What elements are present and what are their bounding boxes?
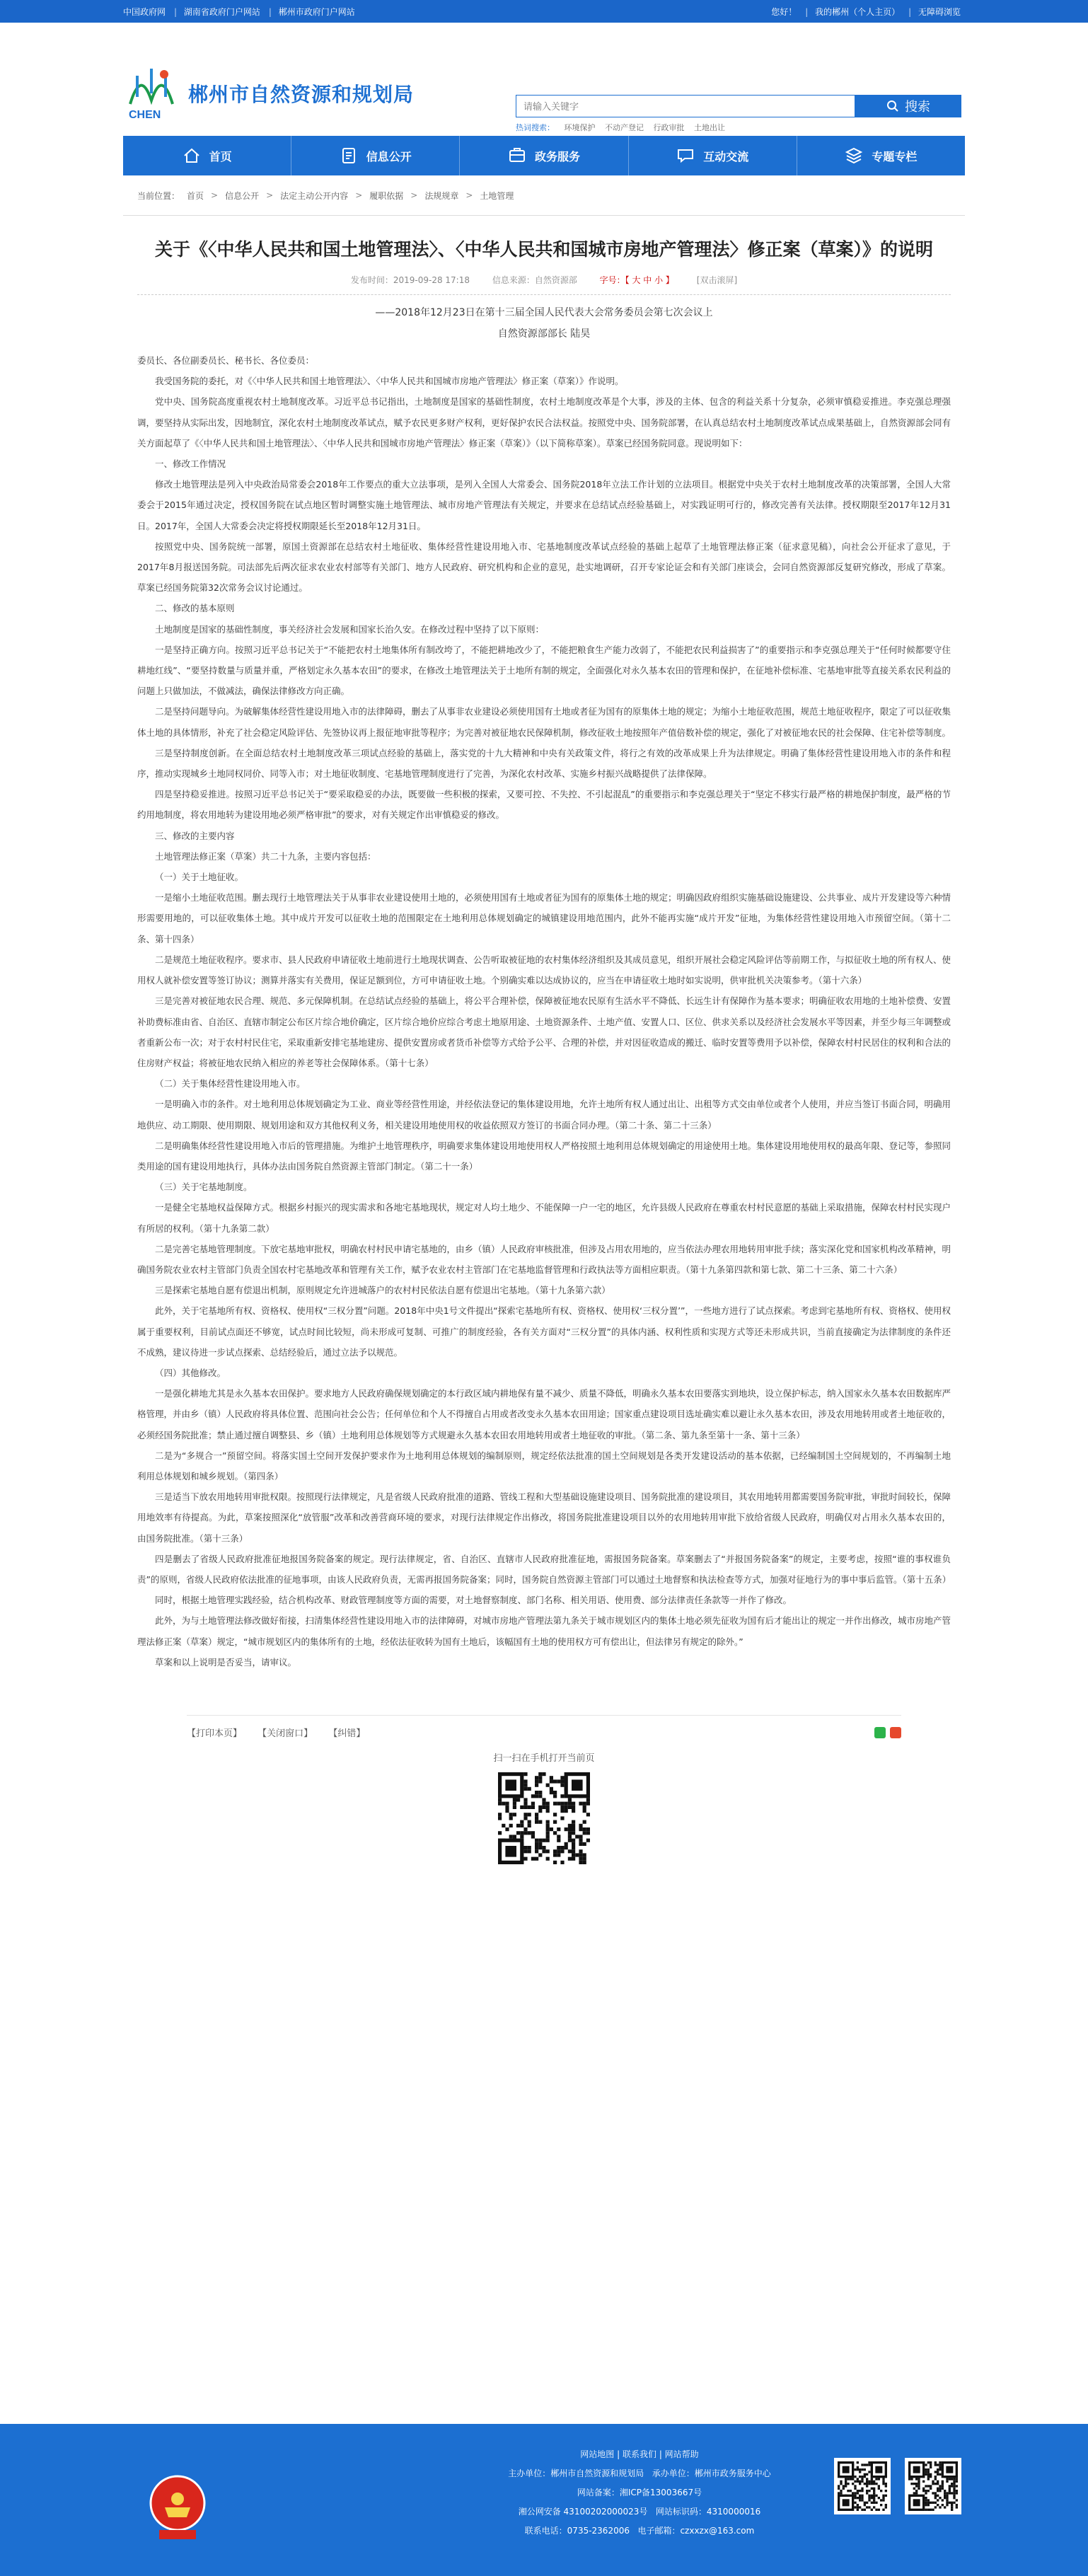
nav-label: 互动交流 [703,149,749,163]
article-paragraph: 土地管理法修正案（草案）共二十九条，主要内容包括： [155,850,376,862]
article-paragraph: （一）关于土地征收。 [155,872,244,883]
article-paragraph: （三）关于宅基地制度。 [155,1182,253,1193]
site-title: 郴州市自然资源和规划局 [188,83,415,106]
weibo-share-icon[interactable] [890,1727,901,1738]
article-paragraph: 三是探索宅基地自愿有偿退出机制，原则规定允许进城落户的农村村民依法自愿有偿退出宅基地。（第十九条第六款） [155,1285,610,1296]
nav-label: 信息公开 [366,149,412,163]
breadcrumb: 当前位置： 首页 > 信息公开 > 法定主动公开内容 > 履职依据 > 法规规章 > 土地管理 [137,190,514,201]
article-container [123,215,965,1864]
article-paragraph: 二是坚持问题导向。为破解集体经营性建设用地入市的法律障碍，删去了从事非农业建设必须使用国有土地或者征为国有的原集体土地的规定；为缩小土地征收范围，规范土地征收程序，限定了可以征收集体土地的具体情形，补充了社会稳定风险评估、先签协议再上报征地审批等程序；为完善对被征地农民保障机制，修改征收土地按照年产值倍数补偿的规定，强化了对被征地农民的社会保障、住宅补偿等制度。 [137,706,951,738]
service-icon [508,146,526,165]
article-paragraph: 按照党中央、国务院统一部署，原国土资源部在总结农村土地征收、集体经营性建设用地入市、宅基地制度改革试点经验的基础上起草了土地管理法修正案（征求意见稿），向社会公开征求了意见，于2017年8月报送国务院。司法部先后两次征求农业农村部等有关部门、地方人民政府、研究机构和企业的意见，赴实地调研，召开专家论证会和有关部门座谈会，会同自然资源部反复研究修改，形成了草案。草案已经国务院第32次常务会议讨论通过。 [137,541,951,594]
article-paragraph: 此外，关于宅基地所有权、资格权、使用权“三权分置”问题。2018年中央1号文件提出“探索宅基地所有权、资格权、使用权‘三权分置’”，一些地方进行了试点探索。考虑到宅基地所有权、资格权、使用权属于重要权利，目前试点面还不够宽，试点时间比较短，尚未形成可复制、可推广的制度经验，各有关方面对“三权分置”的具体内涵、权利性质和实现方式等还未形成共识，当前直接确定为法律制度的条件还不成熟，建议待进一步试点探索、总结经验后，通过立法予以规范。 [137,1305,951,1358]
greeting-text: 您好！ [771,6,797,17]
footer-link-sitemap[interactable]: 网站地图 [580,2449,615,2459]
link-hunan-gov[interactable]: 湖南省政府门户网站 [183,6,260,17]
article-subtitle [137,302,951,345]
article-paragraph: 四是坚持稳妥推进。按照习近平总书记关于“要采取稳妥的办法，既要做一些积极的探索，又要可控、不失控、不引起混乱”的重要指示和李克强总理关于“坚定不移实行最严格的耕地保护制度，最严格的节约用地制度，将农用地转为建设用地必须严格审批”的要求，对有关规定作出审慎稳妥的修改。 [137,789,951,821]
breadcrumb-item[interactable]: 信息公开 [225,190,260,201]
link-chenzhou-gov[interactable]: 郴州市政府门户网站 [278,6,355,17]
search-button-label: 搜索 [905,100,930,115]
nav-info-disclosure[interactable] [291,136,460,175]
article-paragraph: 三是完善对被征地农民合理、规范、多元保障机制。在总结试点经验的基础上，将公平合理补偿，保障被征地农民原有生活水平不降低、长远生计有保障作为基本要求；明确征收农用地的土地补偿费、安置补助费标准由省、自治区、直辖市制定公布区片综合地价确定，区片综合地价应综合考虑土地原用途、土地资源条件、土地产值、安置人口、区位、供求关系以及经济社会发展水平等因素，并至少每三年调整或者重新公布一次；对于农村村民住宅，采取重新安排宅基地建房、提供安置房或者货币补偿等方式给予公平、合理的补偿，并对因征收造成的搬迁、临时安置等费用予以补偿，保障农村村民居住的权利和合法的住房财产权益；将被征地农民纳入相应的养老等社会保障体系。（第十七条） [137,995,951,1068]
search-button[interactable] [855,95,961,117]
logo-emblem-icon [123,62,180,125]
subtitle-occasion: ——2018年12月23日在第十三届全国人民代表大会常务委员会第七次会议上 [375,307,713,318]
nav-label: 首页 [209,149,232,163]
hot-word[interactable]: 环境保护 [564,123,596,132]
search-input[interactable] [516,95,855,117]
footer-info [441,2445,838,2541]
article-paragraph: 草案和以上说明是否妥当，请审议。 [155,1656,297,1668]
article-paragraph: 修改土地管理法是列入中央政治局常委会2018年工作要点的重大立法事项，是列入全国人大常委会、国务院2018年立法工作计划的立法项目。根据党中央关于农村土地制度改革的决策部署，全国人大常委会于2015年通过决定，授权国务院在试点地区暂时调整实施土地管理法、城市房地产管理法有关规定，并要求在总结试点经验基础上，对实践证明可行的，修改完善有关法律。授权期限至2017年12月31日。2017年，全国人大常委会决定将授权期限延长至2018年12月31日。 [137,479,951,531]
report-error-button[interactable]: 【纠错】 [328,1728,366,1739]
search-icon [886,100,899,112]
site-footer [0,2424,1088,2576]
close-window-button[interactable]: 【关闭窗口】 [257,1728,313,1739]
article-body [137,350,951,1673]
footer-email: 电子邮箱：czxxzx@163.com [637,2526,755,2536]
share-buttons [874,1727,901,1738]
main-nav [123,136,965,175]
svg-text:CHEN: CHEN [129,109,161,121]
article-title: 关于《〈中华人民共和国土地管理法〉、〈中华人民共和国城市房地产管理法〉修正案（草案）》的说明 [154,239,933,260]
subtitle-speaker: 自然资源部部长 陆昊 [497,328,591,340]
breadcrumb-item[interactable]: 首页 [187,190,204,201]
auto-scroll-toggle[interactable]: [双击滚屏] [696,275,738,285]
hot-word[interactable]: 土地出让 [694,123,725,132]
article-paragraph: 一是缩小土地征收范围。删去现行土地管理法关于从事非农业建设使用土地的，必须使用国有土地或者征为国有的原集体土地的规定；明确因政府组织实施基础设施建设、公共事业、成片开发建设等六种情形需要用地的，可以征收集体土地。其中成片开发可以征收土地的范围限定在土地利用总体规划确定的城镇建设用地范围内，此外不能再实施“成片开发”征地，为集体经营性建设用地入市预留空间。（第十二条、第十四条） [137,892,951,945]
qr-caption: 扫一扫在手机打开当前页 [493,1753,595,1764]
article-paragraph: 二是规范土地征收程序。要求市、县人民政府申请征收土地前进行土地现状调查、公告听取被征地的农村集体经济组织及其成员意见，组织开展社会稳定风险评估等前期工作，与拟征收土地的所有权人、使用权人就补偿安置等签订协议；测算并落实有关费用，保证足额到位，方可申请征收土地。个别确实难以达成协议的，应当在申请征收土地时如实说明，供审批机关决策参考。（第十六条） [137,954,951,986]
hot-words-label: 热词搜索： [516,123,555,132]
article-paragraph: 三、修改的主要内容 [155,830,235,841]
print-button[interactable]: 【打印本页】 [187,1728,243,1739]
hot-word[interactable]: 行政审批 [653,123,685,132]
footer-organizer: 承办单位：郴州市政务服务中心 [652,2468,771,2478]
page-qr-code [498,1772,590,1864]
site-logo[interactable] [123,62,414,125]
article-tools [187,1715,901,1739]
article-paragraph: 二是为“多规合一”预留空间。将落实国土空间开发保护要求作为土地利用总体规划的编制原则，规定经依法批准的国土空间规划是各类开发建设活动的基本依据，已经编制国土空间规划的，不再编制土地利用总体规划和城乡规划。（第四条） [137,1450,951,1482]
article-paragraph: 土地制度是国家的基础性制度，事关经济社会发展和国家长治久安。在修改过程中坚持了以下原则： [155,623,545,635]
nav-interaction[interactable] [629,136,797,175]
site-header [123,23,965,136]
breadcrumb-item[interactable]: 履职依据 [369,190,404,201]
article-paragraph: 二是完善宅基地管理制度。下放宅基地审批权，明确农村村民申请宅基地的，由乡（镇）人民政府审核批准，但涉及占用农用地的，应当依法办理农用地转用审批手续；落实深化党和国家机构改革精神，明确国务院农业农村主管部门负责全国农村宅基地改革和管理有关工作，赋予农业农村主管部门在宅基地监督管理和行政执法等方面相应职责。（第十九条第四款和第七款、第二十三条、第二十六条） [137,1243,951,1275]
chat-icon [676,146,695,165]
hot-words [516,122,961,133]
info-source: 信息来源：自然资源部 [492,275,577,285]
article-paragraph: （四）其他修改。 [155,1367,226,1378]
footer-icp[interactable]: 网站备案：湘ICP备13003667号 [577,2488,702,2497]
top-bar: 中国政府网 | 湖南省政府门户网站 | 郴州市政府门户网站 您好！ | 我的郴州（个人主页） | 无障碍浏览 [0,0,1088,23]
article-paragraph: 此外，为与土地管理法修改做好衔接，扫清集体经营性建设用地入市的法律障碍，对城市房地产管理法第九条关于城市规划区内的集体土地必须先征收为国有后才能出让的规定一并作出修改，城市房地产管理法修正案（草案）规定，“城市规划区内的集体所有的土地，经依法征收转为国有土地后，该幅国有土地的使用权方可有偿出让，但法律另有规定的除外。” [137,1615,951,1647]
article-paragraph: 二是明确集体经营性建设用地入市后的管理措施。为维护土地管理秩序，明确要求集体建设用地使用权人严格按照土地利用总体规划确定的用途使用土地。集体建设用地使用权的最高年限、登记等，参照同类用途的国有建设用地执行，具体办法由国务院自然资源主管部门制定。（第二十一条） [137,1140,951,1172]
document-icon [340,146,358,165]
article-paragraph: 三是坚持制度创新。在全面总结农村土地制度改革三项试点经验的基础上，落实党的十九大精神和中央有关政策文件，将行之有效的改革成果上升为法律规定。明确了集体经营性建设用地入市的条件和程序，推动实现城乡土地同权同价、同等入市；对土地征收制度、宅基地管理制度进行了完善，为深化农村改革、实施乡村振兴战略提供了法律保障。 [137,747,951,780]
article-paragraph: （二）关于集体经营性建设用地入市。 [155,1078,306,1090]
home-icon [183,146,201,165]
article-paragraph: 一是明确入市的条件。对土地利用总体规划确定为工业、商业等经营性用途，并经依法登记的集体建设用地，允许土地所有权人通过出让、出租等方式交由单位或者个人使用，并应当签订书面合同，明确用地供应、动工期限、使用期限、规划用途和双方其他权利义务，相关建设用地使用权的收益依照双方签订的书面合同办理。（第二十条、第二十三条） [137,1099,951,1131]
article-paragraph: 一、修改工作情况 [155,458,226,470]
breadcrumb-prefix: 当前位置： [137,190,180,201]
footer-phone: 联系电话：0735-2362006 [524,2526,630,2536]
footer-link-help[interactable]: 网站帮助 [664,2449,699,2459]
article-paragraph: 党中央、国务院高度重视农村土地制度改革。习近平总书记指出，土地制度是国家的基础性制度，农村土地制度改革是个大事，涉及的主体、包含的利益关系十分复杂，必须审慎稳妥推进。李克强总理强调，要坚持从实际出发，因地制宜，深化农村土地制度改革试点，赋予农民更多财产权利，更好保护农民合法权益。按照党中央、国务院部署，在认真总结农村土地制度改革试点成果基础上，自然资源部会同有关方面起草了《〈中华人民共和国土地管理法〉、〈中华人民共和国城市房地产管理法〉修正案（草案）》（以下简称草案）。草案已经国务院同意。现说明如下： [137,396,951,449]
article-paragraph: 一是健全宅基地权益保障方式。根据乡村振兴的现实需求和各地宅基地现状，规定对人均土地少、不能保障一户一宅的地区，允许县级人民政府在尊重农村村民意愿的基础上采取措施，保障农村村民实现户有所居的权利。（第十九条第二款） [137,1202,951,1234]
link-my-homepage[interactable]: 我的郴州（个人主页） [815,6,901,17]
party-gov-badge-icon[interactable] [148,2473,207,2541]
link-accessibility[interactable]: 无障碍浏览 [918,6,961,17]
article-paragraph: 一是强化耕地尤其是永久基本农田保护。要求地方人民政府确保规划确定的本行政区域内耕地保有量不减少、质量不降低，明确永久基本农田要落实到地块，设立保护标志，纳入国家永久基本农田数据库严格管理，并由乡（镇）人民政府将具体位置、范围向社会公告；任何单位和个人不得擅自占用或者改变永久基本农田用途；国家重点建设项目选址确实难以避让永久基本农田，涉及农用地转用或者土地征收的，必须经国务院批准；禁止通过擅自调整县、乡（镇）土地利用总体规划等方式规避永久基本农田农用地转用或者土地征收的审批。（第二条、第九条至第十一条、第十三条） [137,1388,951,1440]
breadcrumb-item[interactable]: 法定主动公开内容 [280,190,349,201]
wechat-share-icon[interactable] [874,1727,886,1738]
article-paragraph: 同时，根据土地管理实践经验，结合机构改革、财政管理制度等方面的需要，对土地督察制度、部门名称、相关用语、使用费、部分法律责任条款等一并作了修改。 [155,1595,792,1606]
hot-word[interactable]: 不动产登记 [605,123,644,132]
article-paragraph: 我受国务院的委托，对《〈中华人民共和国土地管理法〉、〈中华人民共和国城市房地产管理法〉修正案（草案）》作说明。 [155,376,624,387]
article-paragraph: 委员长、各位副委员长、秘书长、各位委员： [137,355,315,366]
nav-home[interactable] [123,136,291,175]
footer-sponsor: 主办单位：郴州市自然资源和规划局 [508,2468,644,2478]
footer-link-contact[interactable]: 联系我们 [622,2449,656,2459]
nav-label: 政务服务 [535,149,581,163]
footer-qr-code-1 [834,2458,891,2514]
nav-label: 专题专栏 [872,149,918,163]
layers-icon [845,146,863,165]
link-gov-cn[interactable]: 中国政府网 [123,6,166,17]
article-paragraph: 一是坚持正确方向。按照习近平总书记关于“不能把农村土地集体所有制改垮了，不能把耕地改少了，不能把粮食生产能力改弱了，不能把农民利益损害了”的重要指示和李克强总理关于“任何时候都要守住耕地红线”、“要坚持数量与质量并重，严格划定永久基本农田”的要求，在修改土地管理法关于土地所有制的规定，全面强化对永久基本农田的管理和保护，在征地补偿标准、宅基地审批等直接关系农民利益的问题上只做加法，不做减法，确保法律修改方向正确。 [137,644,951,697]
footer-site-code: 网站标识码：4310000016 [655,2507,761,2517]
font-size-control[interactable]: 字号：【 大 中 小 】 [599,275,674,285]
breadcrumb-item[interactable]: 法规规章 [424,190,459,201]
publish-date: 发布时间：2019-09-28 17:18 [350,275,470,285]
article-meta [137,274,951,295]
nav-gov-service[interactable] [460,136,628,175]
footer-qr-code-2 [905,2458,961,2514]
article-paragraph: 四是删去了省级人民政府批准征地报国务院备案的规定。现行法律规定，省、自治区、直辖市人民政府批准征地，需报国务院备案。草案删去了“并报国务院备案”的规定，主要考虑，按照“谁的事权谁负责”的原则，省级人民政府依法批准的征地事项，由该人民政府负责，无需再报国务院备案；同时，国务院自然资源主管部门可以通过土地督察和执法检查等方式，加强对征地行为的事中事后监管。（第十五条） [137,1553,951,1585]
footer-links: 网站地图 | 联系我们 | 网站帮助 [580,2449,699,2459]
article-paragraph: 三是适当下放农用地转用审批权限。按照现行法律规定，凡是省级人民政府批准的道路、管线工程和大型基础设施建设项目、国务院批准的建设项目，其农用地转用都需要国务院审批，审批时间较长，保障用地效率有待提高。为此，草案按照深化“放管服”改革和改善营商环境的要求，对现行法律规定作出修改，将国务院批准建设项目以外的农用地转用审批下放给省级人民政府，明确仅对占用永久基本农田的，由国务院批准。（第十三条） [137,1491,951,1544]
search-area [516,95,961,133]
footer-police-record[interactable]: 湘公网安备 43100202000023号 [518,2507,648,2517]
article-paragraph: 二、修改的基本原则 [155,603,235,614]
nav-special-topics[interactable] [797,136,965,175]
breadcrumb-item[interactable]: 土地管理 [480,190,514,201]
